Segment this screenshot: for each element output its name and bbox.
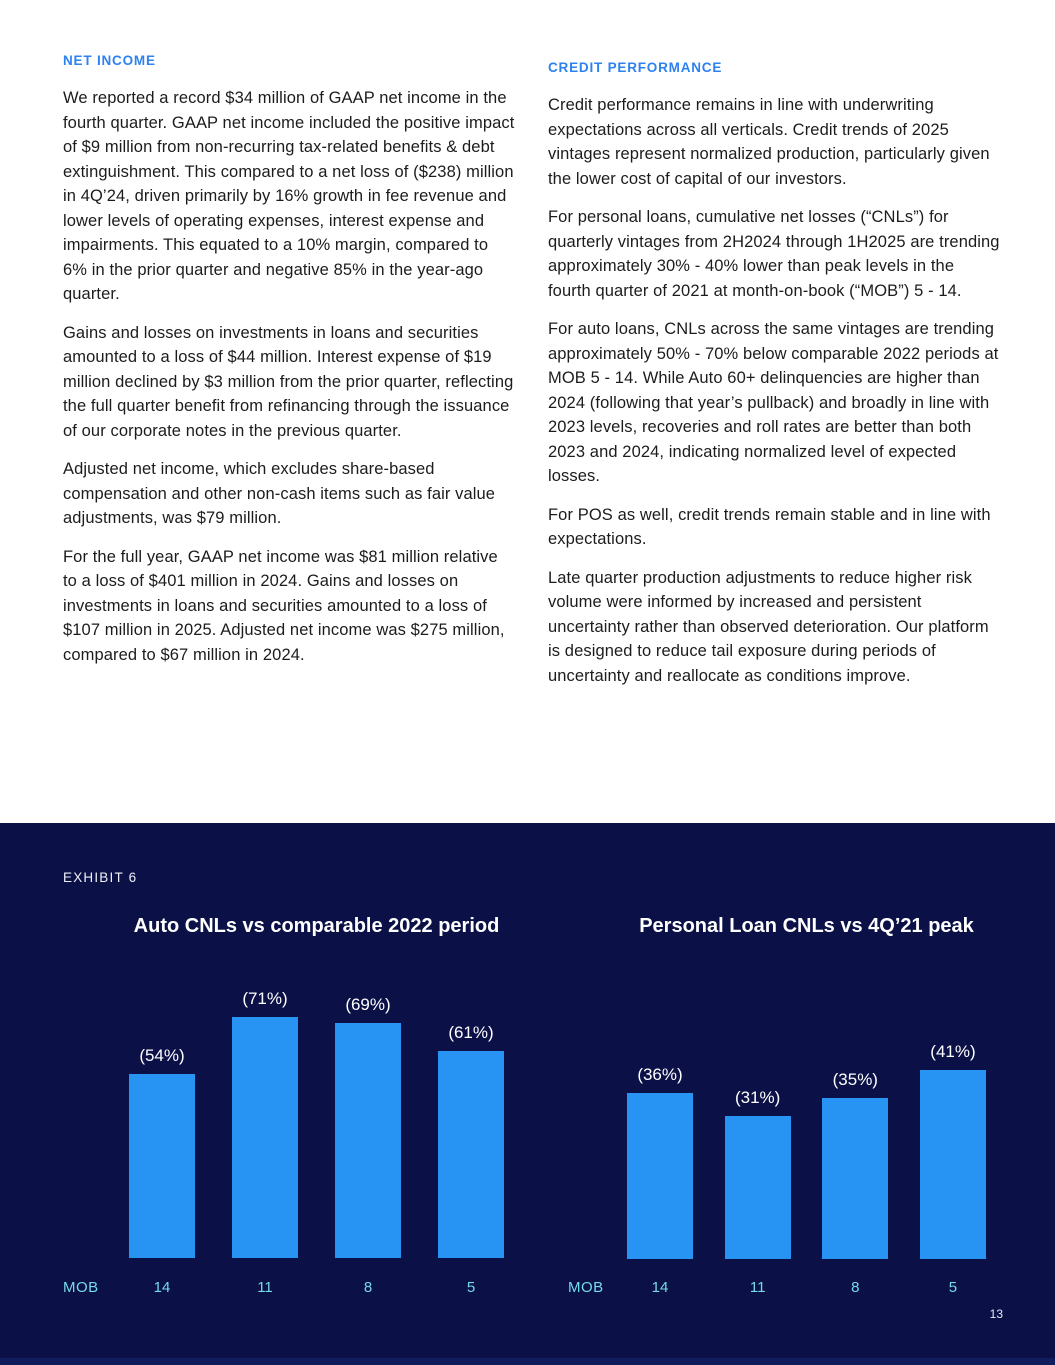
paragraph: Gains and losses on investments in loans and securities amounted to a loss of $44 million. Interest expense of $19 million declined by $3 million from the prior quarter, reflecting the full quarter benefit from refinancing through the issuance of our corporate notes in the previous quarter. — [63, 323, 514, 440]
personal-loan-cnl-chart — [627, 915, 986, 1259]
bar — [335, 1023, 401, 1258]
page-number: 13 — [989, 1307, 1003, 1321]
bar — [129, 1074, 195, 1258]
x-axis-ticks — [627, 1279, 986, 1296]
net-income-section — [63, 53, 515, 823]
exhibit-6-panel — [0, 823, 1055, 1365]
exhibit-label: EXHIBIT 6 — [63, 870, 138, 885]
footer-bar — [0, 1358, 1055, 1365]
paragraph: Adjusted net income, which excludes share-based compensation and other non-cash items such as fair value adjustments, was $79 million. — [63, 460, 496, 527]
x-tick-label: 14 — [153, 1279, 171, 1296]
x-axis-ticks — [129, 1279, 504, 1296]
bar-group — [129, 989, 504, 1258]
x-tick-label: 5 — [466, 1279, 476, 1296]
bar — [438, 1051, 504, 1258]
x-tick-label: 11 — [749, 1279, 766, 1296]
paragraph: For auto loans, CNLs across the same vintages are trending approximately 50% - 70% below comparable 2022 periods at MOB 5 - 14. While Auto 60+ delinquencies are higher than 2024 (following that year’s pullback) and broadly in line with 2023 levels, recoveries and roll rates are better than both 2023 and 2024, indicating normalized level of expected losses. — [548, 320, 999, 485]
paragraph: Credit performance remains in line with underwriting expectations across all verticals. Credit trends of 2025 vintages represent normalized production, particularly given the lower cost of capital of our investors. — [548, 96, 990, 188]
paragraph: We reported a record $34 million of GAAP net income in the fourth quarter. GAAP net income included the positive impact of $9 million from non-recurring tax-related benefits & debt extinguishment. This compared to a net loss of ($238) million in 4Q’24, driven primarily by 16% growth in fee revenue and lower levels of operating expenses, interest expense and impairments. This equated to a 10% margin, compared to 6% in the prior quarter and negative 85% in the year-ago quarter. — [63, 89, 515, 303]
credit-performance-section — [548, 53, 1000, 823]
paragraph: Late quarter production adjustments to reduce higher risk volume were informed by increased and persistent uncertainty rather than observed deterioration. Our platform is designed to reduce tail exposure during periods of uncertainty and reallocate as conditions improve. — [548, 568, 989, 685]
net-income-heading: NET INCOME — [63, 53, 156, 68]
bar-value-label: (36%) — [637, 1065, 683, 1084]
bar-value-label: (31%) — [734, 1088, 781, 1107]
bar-column — [822, 1070, 888, 1259]
x-axis-label: MOB — [63, 1279, 99, 1296]
bar-value-label: (35%) — [832, 1070, 878, 1089]
auto-cnl-chart — [129, 915, 504, 1258]
bar-column — [627, 1065, 693, 1259]
credit-performance-heading: CREDIT PERFORMANCE — [548, 60, 723, 75]
paragraph: For POS as well, credit trends remain stable and in line with expectations. — [548, 505, 991, 548]
paragraph: For the full year, GAAP net income was $81 million relative to a loss of $401 million in 2024. Gains and losses on investments in loans and securities amounted to a loss of $107 million in 2025. Adjusted net income was $275 million, compared to $67 million in 2024. — [63, 547, 505, 664]
bar-value-label: (41%) — [930, 1042, 976, 1061]
x-tick-label: 11 — [257, 1279, 273, 1296]
x-tick-label: 8 — [851, 1279, 860, 1296]
bar-value-label: (61%) — [448, 1023, 494, 1042]
bar — [725, 1116, 791, 1259]
bar-value-label: (69%) — [345, 995, 391, 1014]
paragraph: For personal loans, cumulative net losses (“CNLs”) for quarterly vintages from 2H2024 through 1H2025 are trending approximately 30% - 40% lower than peak levels in the fourth quarter of 2021 at month-on-book (“MOB”) 5 - 14. — [548, 208, 1000, 300]
chart-title: Personal Loan CNLs vs 4Q’21 peak — [639, 915, 974, 937]
bar-value-label: (54%) — [139, 1046, 185, 1065]
bar-column — [920, 1042, 986, 1259]
x-tick-label: 5 — [948, 1279, 958, 1296]
bar-column — [335, 995, 401, 1258]
x-tick-label: 14 — [651, 1279, 669, 1296]
x-tick-label: 8 — [363, 1279, 373, 1296]
bar-value-label: (71%) — [242, 989, 288, 1008]
bar-group — [627, 1042, 986, 1259]
bar-column — [232, 989, 298, 1258]
bar — [822, 1098, 888, 1259]
bar — [920, 1070, 986, 1259]
bar — [232, 1017, 298, 1258]
bar-column — [725, 1088, 791, 1259]
bar — [627, 1093, 693, 1259]
bar-column — [438, 1023, 504, 1258]
x-axis-label: MOB — [568, 1279, 604, 1296]
chart-title: Auto CNLs vs comparable 2022 period — [133, 915, 500, 937]
bar-column — [129, 1046, 195, 1258]
